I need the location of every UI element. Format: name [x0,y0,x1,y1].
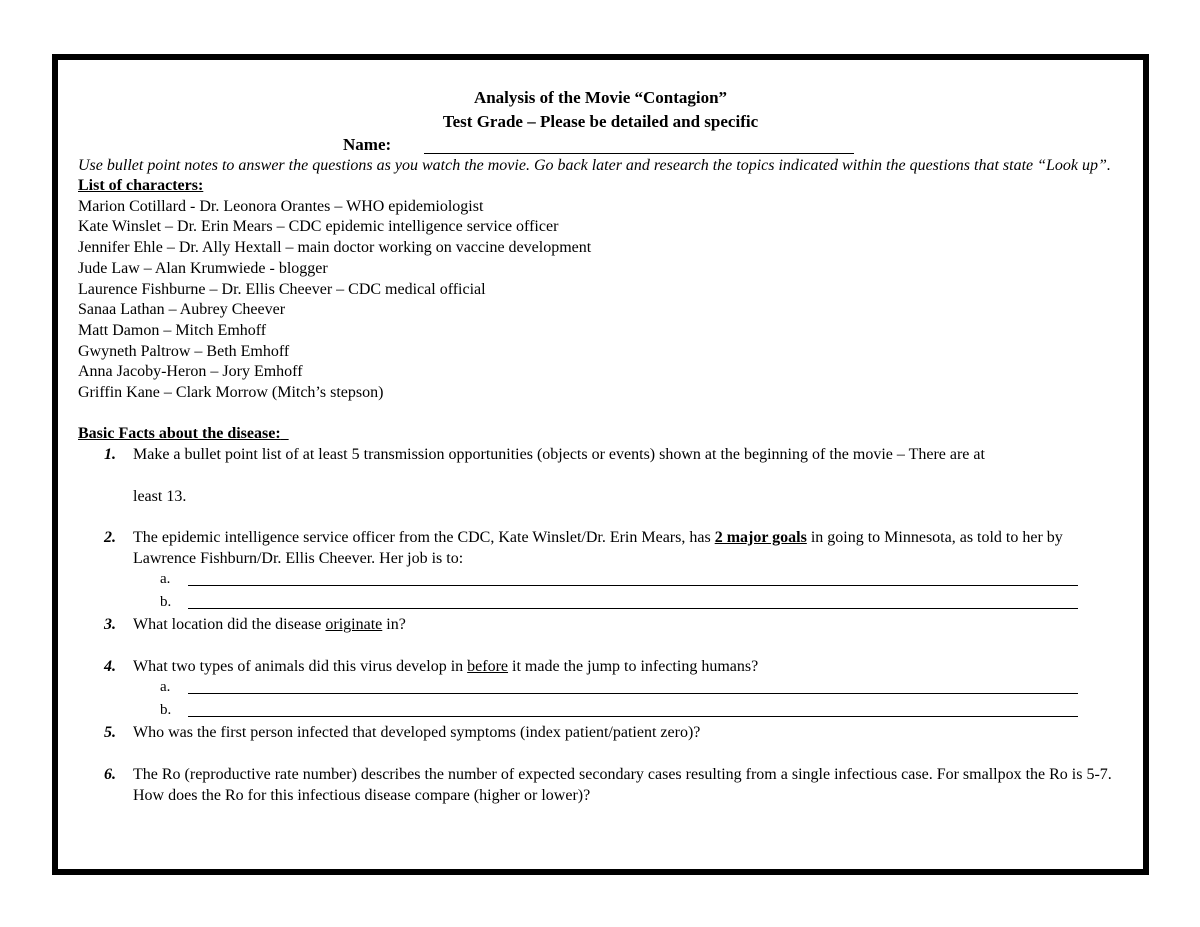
answer-line-a[interactable] [78,569,1123,592]
question-number: 1. [104,446,116,464]
facts-heading [78,424,1123,445]
question-5 [78,723,1123,744]
question-text-part: in going to Minnesota, as told to her by Lawrence Fishburn/Dr. Ellis Cheever. Her job is to: [133,528,1063,567]
question-4 [78,657,1123,678]
page-border [52,54,1149,875]
character-item: Griffin Kane – Clark Morrow (Mitch’s stepson) [78,384,384,402]
question-text-part: What location did the disease [133,616,326,634]
question-text: Who was the first person infected that developed symptoms (index patient/patient zero)? [133,724,701,742]
instructions-text: Use bullet point notes to answer the questions as you watch the movie. Go back later and research the topics indicated within the questions that state “Look up”. [78,157,1111,174]
character-item: Sanaa Lathan – Aubrey Cheever [78,301,286,319]
character-item: Laurence Fishburne – Dr. Ellis Cheever – CDC medical official [78,280,486,298]
question-text-part: it made the jump to infecting humans? [508,657,759,675]
answer-blank-line[interactable] [188,608,1078,609]
answer-line-a[interactable] [78,677,1123,700]
question-1 [78,445,1123,466]
question-6 [78,765,1123,806]
question-text [133,657,1123,678]
question-text: Make a bullet point list of at least 5 transmission opportunities (objects or events) shown at the beginning of the movie – There are at [133,446,985,464]
character-item: Matt Damon – Mitch Emhoff [78,321,267,339]
question-emphasis: before [467,657,509,675]
question-number: 5. [104,724,116,742]
answer-letter: b. [160,702,172,719]
character-item: Jude Law – Alan Krumwiede - blogger [78,259,328,277]
question-3 [78,615,1123,636]
answer-blank-line[interactable] [188,693,1078,694]
question-text: The Ro (reproductive rate number) describes the number of expected secondary cases resulting from a single infectious case. For smallpox the Ro is 5-7. How does the Ro for this infectious disease compare (higher or lower)? [133,765,1112,804]
question-text: least 13. [133,487,187,505]
answer-line-b[interactable] [78,700,1123,723]
question-emphasis: originate [325,616,383,634]
question-number: 3. [104,616,116,634]
question-emphasis: 2 major goals [714,528,807,546]
question-text-part: in? [382,616,406,634]
worksheet-content [78,86,1123,806]
question-text-part: What two types of animals did this virus develop in [133,657,468,675]
characters-heading: List of characters: [78,177,204,194]
facts-heading-text: Basic Facts about the disease: [78,425,281,443]
question-1-continued [78,487,1123,508]
question-number: 6. [104,765,116,783]
character-item: Anna Jacoby-Heron – Jory Emhoff [78,363,303,381]
worksheet-title: Analysis of the Movie “Contagion” [473,88,728,107]
answer-letter: a. [160,571,171,588]
character-item: Kate Winslet – Dr. Erin Mears – CDC epidemic intelligence service officer [78,218,559,236]
characters-list [78,197,1123,404]
question-number: 4. [104,657,116,675]
answer-letter: b. [160,594,172,611]
answer-blank-line[interactable] [188,716,1078,717]
question-number: 2. [104,528,116,546]
character-item: Marion Cotillard - Dr. Leonora Orantes – WHO epidemiologist [78,197,484,215]
answer-letter: a. [160,679,171,696]
character-item: Gwyneth Paltrow – Beth Emhoff [78,342,290,360]
answer-blank-line[interactable] [188,585,1078,586]
question-text-part: The epidemic intelligence service officer from the CDC, Kate Winslet/Dr. Erin Mears, has [133,528,715,546]
character-item: Jennifer Ehle – Dr. Ally Hextall – main doctor working on vaccine development [78,239,592,257]
name-blank-line[interactable] [424,153,854,154]
question-text [133,528,1123,569]
worksheet-subtitle: Test Grade – Please be detailed and specific [442,112,759,131]
question-2 [78,528,1123,569]
name-label: Name: [343,135,392,154]
name-field[interactable] [78,134,1123,156]
question-text [133,615,1123,636]
answer-line-b[interactable] [78,592,1123,615]
